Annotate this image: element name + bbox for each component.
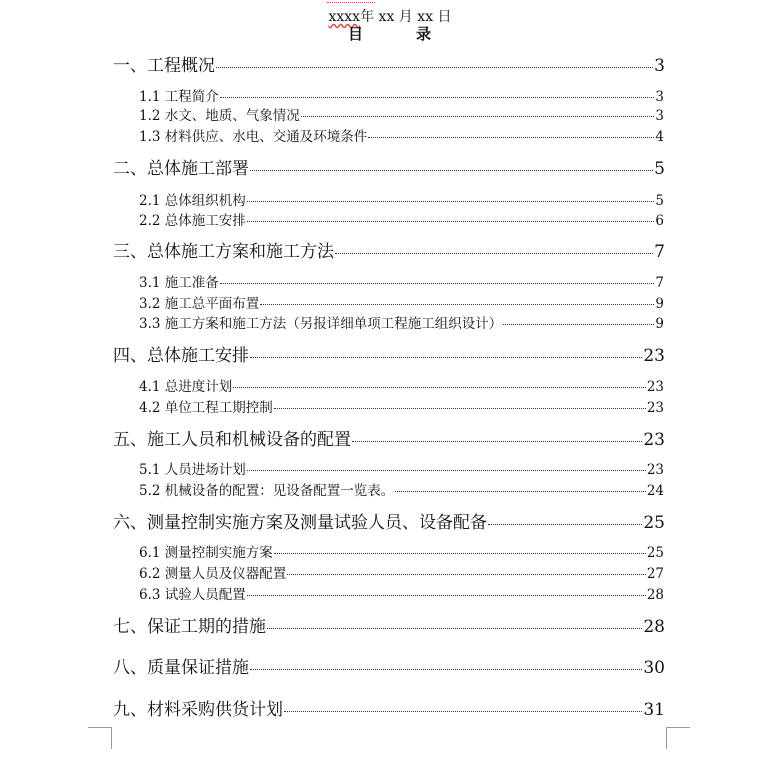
toc-entry-text: 五、施工人员和机械设备的配置 — [113, 430, 351, 450]
leader-dots — [301, 115, 655, 117]
toc-entry-text: 2.1 总体组织机构 — [139, 193, 246, 209]
leader-dots — [233, 386, 646, 388]
toc-entry-page: 6 — [655, 213, 664, 229]
toc-entry-text: 二、总体施工部署 — [113, 159, 249, 179]
toc-entry-level1[interactable] — [113, 512, 665, 534]
toc-entry-page: 25 — [643, 513, 665, 533]
leader-dots — [352, 440, 642, 442]
toc-entry-page: 23 — [646, 400, 664, 416]
toc-entry-page: 5 — [654, 159, 665, 179]
toc-entry-text: 四、总体施工安排 — [113, 346, 249, 366]
crop-mark-left-h — [88, 727, 112, 728]
toc-entry-level1[interactable] — [113, 55, 665, 77]
leader-dots — [216, 66, 653, 68]
leader-dots — [247, 200, 655, 202]
toc-entry-level1[interactable] — [113, 158, 665, 180]
toc-entry-page: 4 — [655, 129, 664, 145]
toc-entry-text: 1.1 工程简介 — [139, 89, 219, 105]
leader-dots — [287, 573, 646, 575]
toc-entry-page: 30 — [643, 658, 665, 678]
leader-dots — [247, 594, 646, 596]
date-placeholder-year: xxxx — [328, 9, 361, 25]
crop-mark-right-v — [666, 727, 667, 749]
toc-title — [0, 23, 780, 44]
toc-entry-page: 3 — [655, 89, 664, 105]
toc-entry-text: 九、材料采购供货计划 — [113, 700, 283, 720]
spellcheck-mark — [327, 2, 375, 3]
toc-entry-text: 七、保证工期的措施 — [113, 617, 266, 637]
toc-entry-level2[interactable] — [139, 544, 664, 562]
toc-entry-text: 3.1 施工准备 — [139, 275, 219, 291]
toc-entry-page: 23 — [643, 430, 665, 450]
crop-mark-left-v — [111, 727, 112, 749]
toc-entry-page: 28 — [646, 587, 664, 603]
toc-entry-text: 4.2 单位工程工期控制 — [139, 400, 273, 416]
toc-entry-page: 3 — [654, 56, 665, 76]
toc-entry-level1[interactable] — [113, 616, 665, 638]
toc-entry-text: 3.3 施工方案和施工方法（另报详细单项工程施工组织设计） — [139, 316, 503, 332]
toc-entry-level2[interactable] — [139, 461, 664, 479]
toc-entry-text: 一、工程概况 — [113, 56, 215, 76]
toc-entry-level1[interactable] — [113, 429, 665, 451]
crop-mark-right-h — [666, 727, 690, 728]
leader-dots — [274, 552, 646, 554]
toc-title-left: 目 — [347, 25, 364, 43]
toc-entry-text: 5.1 人员进场计划 — [139, 462, 246, 478]
toc-entry-level2[interactable] — [139, 586, 664, 604]
toc-entry-page: 25 — [646, 545, 664, 561]
toc-entry-text: 6.1 测量控制实施方案 — [139, 545, 273, 561]
toc-entry-level2[interactable] — [139, 295, 664, 313]
toc-entry-page: 5 — [655, 193, 664, 209]
toc-entry-level2[interactable] — [139, 274, 664, 292]
leader-dots — [260, 303, 654, 305]
toc-entry-text: 6.3 试验人员配置 — [139, 587, 246, 603]
toc-entry-page: 23 — [646, 379, 664, 395]
leader-dots — [247, 469, 646, 471]
toc-entry-level2[interactable] — [139, 128, 664, 146]
leader-dots — [250, 169, 653, 171]
toc-entry-level2[interactable] — [139, 565, 664, 583]
toc-entry-page: 28 — [643, 617, 665, 637]
leader-dots — [335, 252, 653, 254]
toc-entry-level1[interactable] — [113, 657, 665, 679]
toc-title-right: 录 — [416, 25, 433, 43]
toc-entry-text: 2.2 总体施工安排 — [139, 213, 246, 229]
leader-dots — [250, 356, 642, 358]
toc-entry-level1[interactable] — [113, 241, 665, 263]
toc-entry-page: 3 — [655, 108, 664, 124]
toc-entry-level2[interactable] — [139, 192, 664, 210]
toc-entry-page: 7 — [654, 242, 665, 262]
toc-entry-level2[interactable] — [139, 399, 664, 417]
leader-dots — [274, 407, 646, 409]
toc-entry-text: 三、总体施工方案和施工方法 — [113, 242, 334, 262]
toc-entry-text: 六、测量控制实施方案及测量试验人员、设备配备 — [113, 513, 487, 533]
toc-entry-page: 9 — [655, 316, 664, 332]
toc-entry-page: 27 — [646, 566, 664, 582]
leader-dots — [503, 323, 654, 325]
toc-entry-page: 23 — [646, 462, 664, 478]
leader-dots — [220, 96, 655, 98]
leader-dots — [250, 668, 642, 670]
toc-entry-level1[interactable] — [113, 345, 665, 367]
toc-entry-level2[interactable] — [139, 315, 664, 333]
toc-entry-text: 八、质量保证措施 — [113, 658, 249, 678]
toc-entry-text: 6.2 测量人员及仪器配置 — [139, 566, 287, 582]
toc-entry-page: 24 — [646, 483, 664, 499]
leader-dots — [488, 523, 642, 525]
toc-entry-page: 23 — [643, 346, 665, 366]
toc-entry-text: 3.2 施工总平面布置 — [139, 296, 260, 312]
leader-dots — [395, 490, 646, 492]
toc-entry-level2[interactable] — [139, 88, 664, 106]
toc-entry-text: 4.1 总进度计划 — [139, 379, 233, 395]
leader-dots — [247, 220, 655, 222]
toc-entry-level1[interactable] — [113, 699, 665, 721]
toc-entry-text: 1.3 材料供应、水电、交通及环境条件 — [139, 129, 368, 145]
leader-dots — [267, 627, 642, 629]
toc-entry-page: 7 — [655, 275, 664, 291]
leader-dots — [284, 710, 642, 712]
leader-dots — [368, 136, 654, 138]
toc-entry-text: 1.2 水文、地质、气象情况 — [139, 108, 300, 124]
date-rest: 年 xx 月 xx 日 — [360, 9, 452, 25]
toc-entry-page: 31 — [643, 700, 665, 720]
toc-entry-level2[interactable] — [139, 212, 664, 230]
leader-dots — [220, 282, 655, 284]
toc-entry-page: 9 — [655, 296, 664, 312]
toc-entry-level2[interactable] — [139, 107, 664, 125]
toc-entry-level2[interactable] — [139, 378, 664, 396]
toc-entry-level2[interactable] — [139, 482, 664, 500]
toc-entry-text: 5.2 机械设备的配置：见设备配置一览表。 — [139, 483, 395, 499]
